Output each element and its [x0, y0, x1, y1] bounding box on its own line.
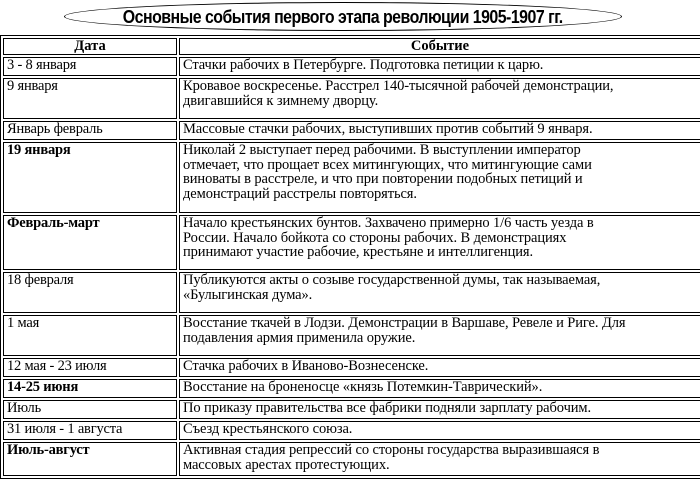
event-cell: [179, 442, 700, 476]
event-text-line: Николай 2 выступает перед рабочими. В выступлении император: [183, 142, 581, 158]
title-banner: [0, 0, 700, 34]
table-row: [3, 57, 700, 76]
event-text-line: Стачка рабочих в Иваново-Вознесенске.: [183, 358, 429, 374]
title-oval: [64, 2, 622, 31]
event-text-line: Восстание ткачей в Лодзи. Демонстрации в Варшаве, Ревеле и Риге. Для: [183, 315, 626, 331]
event-cell: [179, 358, 700, 377]
date-cell: 9 января: [3, 78, 177, 119]
date-cell: Январь февраль: [3, 121, 177, 140]
event-text-line: демонстраций расстрелы повторяться.: [183, 185, 417, 202]
date-cell: 3 - 8 января: [3, 57, 177, 76]
table-row: [3, 142, 700, 213]
event-text-line: По приказу правительства все фабрики подняли зарплату рабочим.: [183, 400, 592, 416]
table-row: [3, 78, 700, 119]
event-cell: [179, 121, 700, 140]
event-text-line: Активная стадия репрессий со стороны государства выразившаяся в: [183, 442, 600, 458]
event-text-line: России. Начало бойкота со стороны рабочих. В демонстрациях: [183, 229, 567, 246]
table-row: [3, 379, 700, 398]
date-cell: Июль: [3, 400, 177, 419]
table-row: [3, 315, 700, 356]
header-date: Дата: [3, 38, 177, 55]
event-text-line: Стачки рабочих в Петербурге. Подготовка петиции к царю.: [183, 57, 544, 73]
date-cell: 14-25 июня: [3, 379, 177, 398]
table-row: [3, 215, 700, 270]
date-cell: Февраль-март: [3, 215, 177, 270]
date-cell: 19 января: [3, 142, 177, 213]
event-text-line: Кровавое воскресенье. Расстрел 140-тысячной рабочей демонстрации,: [183, 78, 614, 94]
event-cell: [179, 78, 700, 119]
date-cell: 31 июля - 1 августа: [3, 421, 177, 440]
event-text-line: двигавшийся к зимнему дворцу.: [183, 92, 379, 109]
event-cell: [179, 315, 700, 356]
event-text-line: подавления армия применила оружие.: [183, 329, 416, 346]
event-cell: [179, 142, 700, 213]
event-cell: [179, 272, 700, 313]
event-text-line: виноваты в расстреле, и что при повторении подобных петиций и: [183, 171, 583, 188]
event-text-line: отмечает, что прощает всех митингующих, что митингующие сами: [183, 156, 592, 173]
table-row: [3, 358, 700, 377]
table-row: [3, 421, 700, 440]
event-text-line: Начало крестьянских бунтов. Захвачено примерно 1/6 часть уезда в: [183, 215, 594, 231]
date-cell: Июль-август: [3, 442, 177, 476]
event-cell: [179, 400, 700, 419]
table-row: [3, 400, 700, 419]
header-event: Событие: [179, 38, 700, 55]
event-text-line: Публикуются акты о созыве государственной думы, так называемая,: [183, 272, 601, 288]
event-cell: [179, 215, 700, 270]
event-text-line: массовых арестах протестующих.: [183, 456, 390, 473]
date-cell: 12 мая - 23 июля: [3, 358, 177, 377]
event-cell: [179, 57, 700, 76]
event-text-line: принимают участие рабочие, крестьяне и интеллигенция.: [183, 244, 533, 261]
event-cell: [179, 421, 700, 440]
page-title: Основные события первого этапа революции 1905-1907 гг.: [123, 5, 563, 27]
events-table: [0, 35, 700, 479]
date-cell: 18 февраля: [3, 272, 177, 313]
event-cell: [179, 379, 700, 398]
table-body: [3, 57, 700, 476]
table-row: [3, 272, 700, 313]
date-cell: 1 мая: [3, 315, 177, 356]
table-header-row: [3, 38, 700, 55]
event-text-line: Съезд крестьянского союза.: [183, 421, 353, 437]
event-text-line: Восстание на броненосце «князь Потемкин-Таврический».: [183, 379, 543, 395]
event-text-line: «Булыгинская дума».: [183, 286, 313, 303]
event-text-line: Массовые стачки рабочих, выступивших против событий 9 января.: [183, 121, 593, 137]
table-row: [3, 442, 700, 476]
table-row: [3, 121, 700, 140]
